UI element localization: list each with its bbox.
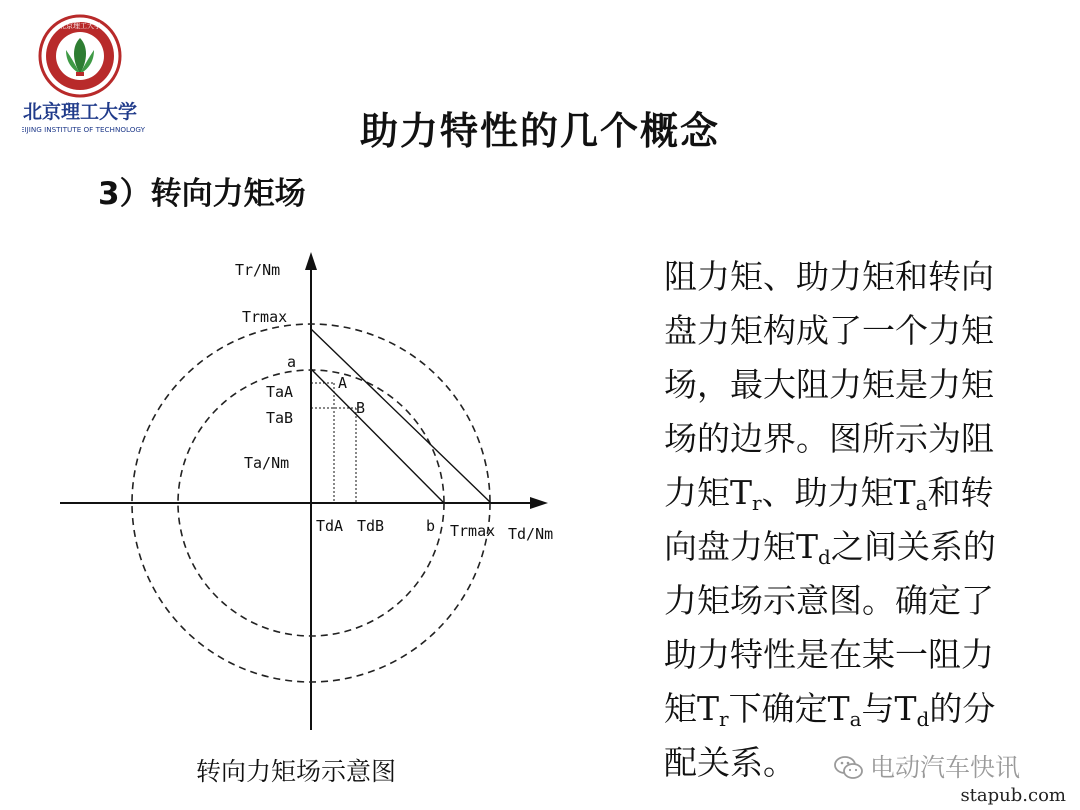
desc-line: 助力特性是在某一阻力 (664, 635, 994, 674)
section-heading: 3）转向力矩场 (98, 176, 306, 212)
watermark-text: 电动汽车快讯 (870, 753, 1021, 782)
tab-label: TaB (266, 409, 294, 427)
tdb-label: TdB (357, 517, 385, 535)
x-axis-arrow (530, 497, 548, 509)
desc-line: 场，最大阻力矩是力矩 (664, 365, 994, 404)
slide-title: 助力特性的几个概念 (359, 109, 720, 153)
ta-axis-label: Ta/Nm (244, 454, 290, 472)
torque-field-diagram (60, 240, 575, 735)
logo-chinese-name: 北京理工大学 (22, 101, 138, 123)
y-axis-label: Tr/Nm (235, 261, 281, 279)
desc-line: 力矩$T_r$、助力矩$T_a$和转 (664, 473, 994, 515)
y-axis-arrow (305, 252, 317, 270)
desc-line: 配关系。 (664, 743, 796, 782)
x-axis-label: Td/Nm (508, 525, 554, 543)
desc-line: 向盘力矩$T_d$之间关系的 (664, 527, 996, 569)
trmax-diagonal (311, 329, 491, 503)
diagram-caption: 转向力矩场示意图 (196, 757, 397, 786)
trmax-x-label: Trmax (450, 522, 496, 540)
taa-label: TaA (266, 383, 294, 401)
point-a-label: a (287, 353, 297, 371)
desc-line: 矩$T_r$下确定$T_a$与$T_d$的分 (664, 689, 996, 731)
point-B-label: B (356, 399, 366, 417)
desc-line: 阻力矩、助力矩和转向 (664, 257, 994, 296)
point-b-label: b (426, 517, 436, 535)
site-url: stapub.com (960, 785, 1066, 806)
point-A-label: A (338, 374, 348, 392)
seal-text: 北京理工大学 (59, 22, 101, 30)
desc-line: 盘力矩构成了一个力矩 (664, 311, 994, 350)
wechat-watermark (834, 748, 1020, 787)
wechat-icon (834, 755, 864, 787)
logo-english-name: BEIJING INSTITUTE OF TECHNOLOGY (22, 125, 145, 134)
tda-label: TdA (316, 517, 344, 535)
desc-line: 力矩场示意图。确定了 (664, 581, 994, 620)
trmax-y-label: Trmax (242, 308, 288, 326)
desc-line: 场的边界。图所示为阻 (664, 419, 994, 458)
description-text (664, 250, 1059, 790)
a-b-diagonal (311, 369, 444, 503)
